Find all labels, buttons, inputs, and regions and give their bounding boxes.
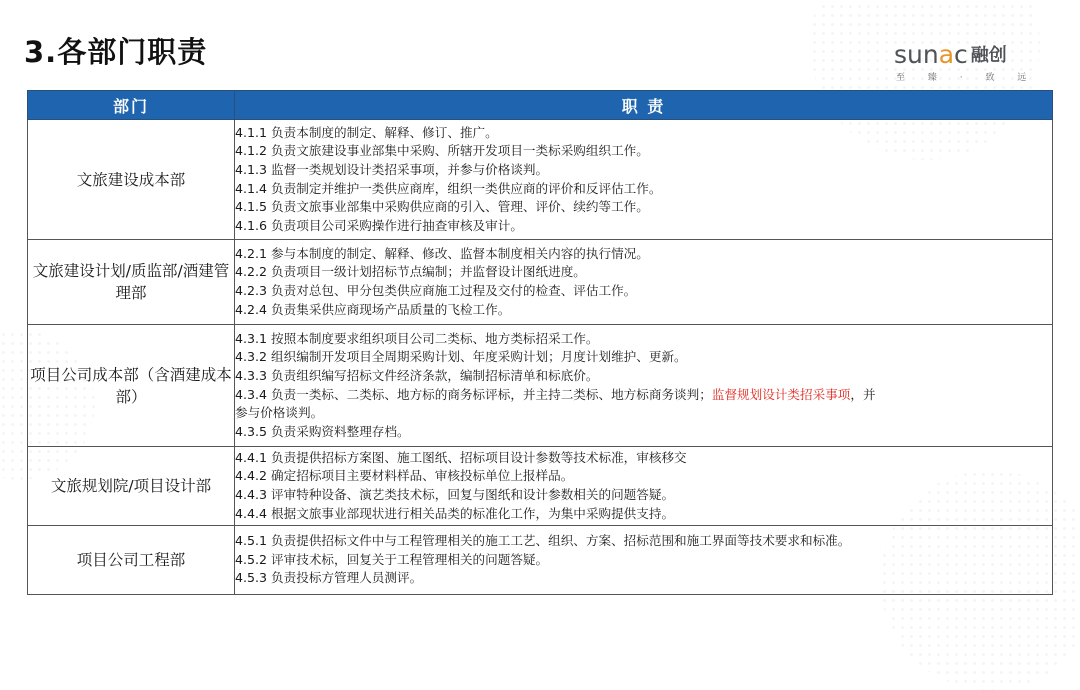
department-cell: 文旅建设成本部 [28,120,235,240]
responsibility-item: 4.3.3 负责组织编写招标文件经济条款，编制招标清单和标底价。 [235,367,599,383]
department-cell: 文旅规划院/项目设计部 [28,447,235,526]
logo-slogan: 至 臻 · 致 远 [896,73,1037,83]
responsibility-item: 4.1.2 负责文旅建设事业部集中采购、所辖开发项目一类标采购组织工作。 [235,143,649,159]
highlight-text: 监督规划设计类招采事项 [711,386,851,402]
responsibility-item: 4.4.1 负责提供招标方案图、施工图纸、招标项目设计参数等技术标准，审核移交 [235,449,687,465]
table-row [28,240,1053,325]
table-row [28,447,1053,526]
responsibility-item: 4.3.5 负责采购资料整理存档。 [235,423,410,439]
table-row [28,120,1053,240]
responsibility-item: 4.2.2 负责项目一级计划招标节点编制；并监督设计图纸进度。 [235,264,586,280]
responsibility-table [27,90,1053,595]
responsibility-item: 4.1.4 负责制定并维护一类供应商库，组织一类供应商的评价和反评估工作。 [235,180,662,196]
responsibility-cell [235,120,1053,240]
table-row [28,526,1053,595]
page-title: 3.各部门职责 [24,35,208,69]
header-department: 部门 [28,91,235,120]
logo-wordmark: sunac [894,40,968,69]
department-cell: 项目公司工程部 [28,526,235,595]
responsibility-item: 4.1.6 负责项目公司采购操作进行抽查审核及审计。 [235,217,523,233]
responsibility-item: 4.5.2 评审技术标，回复关于工程管理相关的问题答疑。 [235,551,549,567]
responsibility-item: 4.2.4 负责集采供应商现场产品质量的飞检工作。 [235,301,511,317]
table-row [28,325,1053,447]
responsibility-item: 4.5.1 负责提供招标文件中与工程管理相关的施工工艺、组织、方案、招标范围和施工界面等技术要求和标准。 [235,533,851,549]
responsibility-cell [235,447,1053,526]
logo-chinese-name: 融创 [970,45,1007,66]
responsibility-item: 4.2.1 参与本制度的制定、解释、修改、监督本制度相关内容的执行情况。 [235,245,649,261]
department-cell: 文旅建设计划/质监部/酒建管理部 [28,240,235,325]
responsibility-cell [235,240,1053,325]
sunac-logo [894,40,1037,83]
responsibility-cell [235,526,1053,595]
responsibility-item: 4.4.3 评审特种设备、演艺类技术标，回复与图纸和设计参数相关的问题答疑。 [235,487,675,502]
responsibility-item: 4.3.2 组织编制开发项目全周期采购计划、年度采购计划；月度计划维护、更新。 [235,349,687,365]
table-header-row [28,91,1053,120]
responsibility-item: 4.1.1 负责本制度的制定、解释、修订、推广。 [235,124,498,140]
department-cell: 项目公司成本部（含酒建成本部） [28,325,235,447]
responsibility-item: 4.4.2 确定招标项目主要材料样品、审核投标单位上报样品。 [235,468,574,484]
responsibility-item: 4.5.3 负责投标方管理人员测评。 [235,570,423,586]
responsibility-item: 4.2.3 负责对总包、甲分包类供应商施工过程及交付的检查、评估工作。 [235,283,637,298]
responsibility-item: 4.1.5 负责文旅事业部集中采购供应商的引入、管理、评价、续约等工作。 [235,199,649,215]
responsibility-cell [235,325,1053,447]
responsibility-item-continuation: 参与价格谈判。 [235,405,324,421]
responsibility-item-highlighted: 4.3.4 负责一类标、二类标、地方标的商务标评标，并主持二类标、地方标商务谈判；监督规划设计类招采事项，并 [235,386,876,402]
header-responsibility: 职 责 [235,91,1053,120]
responsibility-item: 4.3.1 按照本制度要求组织项目公司二类标、地方类标招采工作。 [235,330,599,346]
responsibility-item: 4.4.4 根据文旅事业部现状进行相关品类的标准化工作，为集中采购提供支持。 [235,505,675,521]
responsibility-item: 4.1.3 监督一类规划设计类招采事项，并参与价格谈判。 [235,161,549,177]
